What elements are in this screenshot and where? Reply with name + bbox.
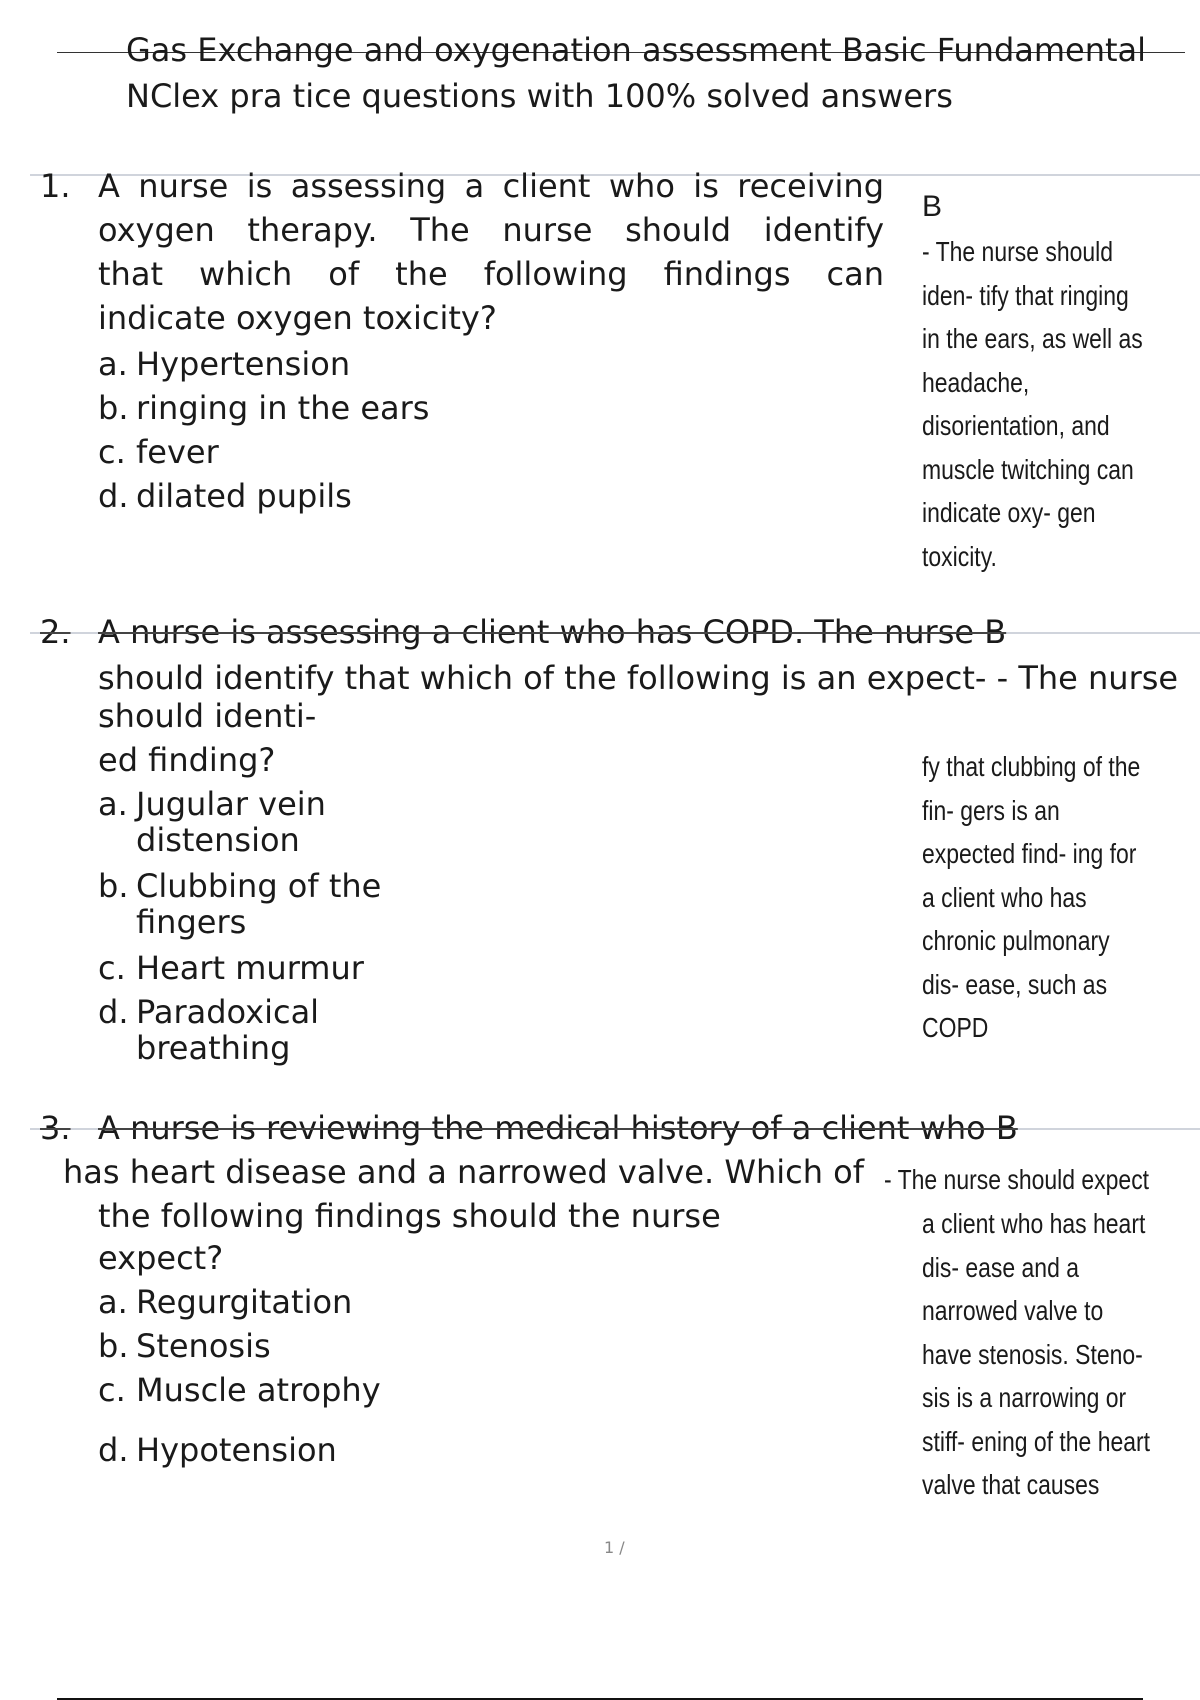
rationale-line: disorientation, and — [922, 410, 1110, 441]
page-title-line-1: Gas Exchange and oxygenation assessment Basic Fundamental — [126, 31, 1147, 69]
option-a — [98, 344, 429, 388]
option-text: Jugular vein — [136, 785, 326, 823]
rationale-line: iden- tify that ringing — [922, 279, 1129, 311]
option-text-cont: breathing — [136, 1029, 291, 1067]
option-letter: b. — [98, 867, 129, 905]
option-d — [98, 476, 429, 520]
question-2-stem-line-1: A nurse is assessing a client who has COPD. The nurse B — [98, 613, 1007, 651]
question-3-rationale — [922, 1202, 1150, 1507]
option-letter: c. — [98, 1371, 126, 1409]
rationale-line: indicate oxy- gen — [922, 497, 1096, 528]
question-1-rationale — [922, 230, 1143, 578]
question-1-stem-line: that which of the following findings can — [98, 255, 884, 293]
rationale-line: narrowed valve to — [922, 1295, 1104, 1326]
option-b — [98, 1326, 381, 1370]
option-text: Clubbing of the — [136, 867, 382, 905]
option-text: Regurgitation — [136, 1283, 353, 1321]
option-a — [98, 1282, 381, 1326]
rationale-line: stiff- ening of the heart — [922, 1425, 1151, 1457]
rationale-line: - The nurse should — [922, 236, 1114, 267]
option-a — [98, 784, 381, 866]
question-1-stem-line: A nurse is assessing a client who is receiving — [98, 167, 884, 205]
option-d — [98, 1430, 381, 1474]
rationale-line: dis- ease, such as — [922, 968, 1108, 1000]
question-1-options — [98, 344, 429, 520]
question-3-stem-line-4: expect? — [98, 1239, 224, 1277]
question-3-stem-line-1: A nurse is reviewing the medical history of a client who B — [98, 1109, 1018, 1147]
question-2-rationale — [922, 745, 1140, 1050]
question-1-answer-letter: B — [922, 190, 943, 223]
rationale-line: in the ears, as well as — [922, 323, 1143, 354]
question-2-options — [98, 784, 381, 1074]
option-b — [98, 866, 381, 948]
rationale-line: a client who has heart — [922, 1208, 1146, 1239]
question-1-stem-line: indicate oxygen toxicity? — [98, 299, 497, 337]
option-letter: a. — [98, 345, 128, 383]
option-letter: c. — [98, 433, 126, 471]
option-text: Heart murmur — [136, 949, 364, 987]
rationale-line: have stenosis. Steno- — [922, 1338, 1143, 1370]
question-1-stem-line: oxygen therapy. The nurse should identify — [98, 211, 884, 249]
question-3-options — [98, 1282, 381, 1474]
rationale-line: toxicity. — [922, 540, 997, 572]
question-2-stem-line-3: should identi- — [98, 697, 317, 735]
option-letter: d. — [98, 1431, 129, 1469]
question-2-number: 2. — [40, 613, 71, 651]
option-d — [98, 992, 381, 1074]
option-letter: d. — [98, 993, 129, 1031]
rationale-line: muscle twitching can — [922, 453, 1134, 485]
option-c — [98, 432, 429, 476]
question-2-stem-line-4: ed finding? — [98, 741, 276, 779]
option-b — [98, 388, 429, 432]
option-letter: b. — [98, 1327, 129, 1365]
question-3-number: 3. — [40, 1109, 71, 1147]
question-2-stem-line-2: should identify that which of the following is an expect- - The nurse — [98, 659, 1179, 697]
page-number: 1 / — [604, 1538, 625, 1557]
rationale-line: fin- gers is an — [922, 794, 1060, 826]
rationale-line: chronic pulmonary — [922, 925, 1110, 956]
rationale-line: expected find- ing for — [922, 838, 1137, 869]
rationale-line: dis- ease and a — [922, 1251, 1080, 1283]
question-1-number: 1. — [40, 167, 71, 205]
option-text: Paradoxical — [136, 993, 320, 1031]
rationale-line: COPD — [922, 1012, 989, 1043]
option-text-cont: fingers — [136, 903, 247, 941]
page-title-line-2: NClex pra tice questions with 100% solved answers — [126, 77, 953, 115]
option-c — [98, 1370, 381, 1430]
option-letter: a. — [98, 1283, 128, 1321]
option-letter: d. — [98, 477, 129, 515]
rationale-line: valve that causes — [922, 1469, 1100, 1500]
rationale-line: headache, — [922, 366, 1030, 398]
question-1-stem — [98, 164, 884, 340]
option-text: Hypotension — [136, 1431, 337, 1469]
option-text: Stenosis — [136, 1327, 271, 1365]
rationale-line: a client who has — [922, 881, 1087, 913]
question-3-rationale-first: - The nurse should expect — [884, 1164, 1150, 1195]
option-letter: a. — [98, 785, 128, 823]
question-3-stem-line-2: has heart disease and a narrowed valve. Which of — [63, 1153, 865, 1191]
option-text: Hypertension — [136, 345, 351, 383]
option-letter: b. — [98, 389, 129, 427]
option-text: ringing in the ears — [136, 389, 430, 427]
option-c — [98, 948, 381, 992]
option-text-cont: distension — [136, 821, 300, 859]
option-text: dilated pupils — [136, 477, 352, 515]
question-3-stem-line-3: the following findings should the nurse — [98, 1197, 721, 1235]
option-text: fever — [136, 433, 219, 471]
option-text: Muscle atrophy — [136, 1371, 381, 1409]
rationale-line: fy that clubbing of the — [922, 751, 1141, 782]
option-letter: c. — [98, 949, 126, 987]
rationale-line: sis is a narrowing or — [922, 1382, 1127, 1413]
